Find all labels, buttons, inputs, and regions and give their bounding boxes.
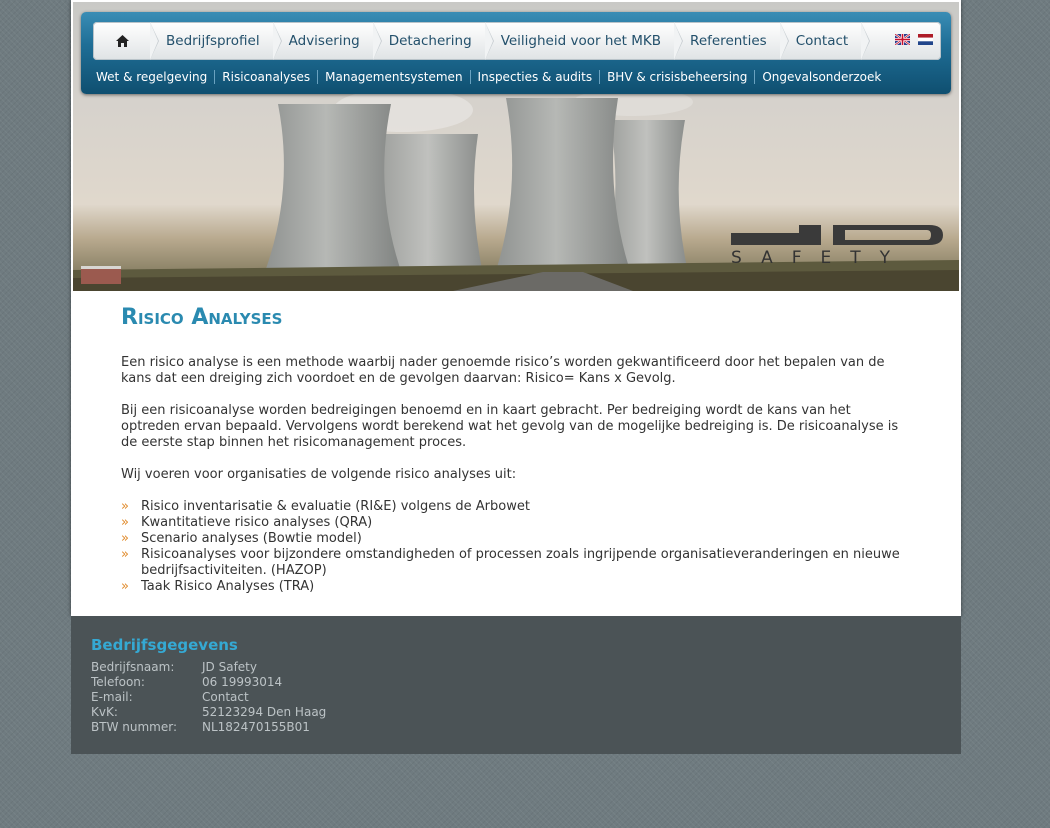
home-icon [115,34,130,48]
footer-value: NL182470155B01 [202,720,310,734]
nav-contact[interactable]: Contact [780,22,862,60]
subnav-wet-regelgeving[interactable]: Wet & regelgeving [96,70,208,84]
intro-paragraph: Een risico analyse is een methode waarbij nader genoemde risico’s worden gekwantificeerd door het bepalen van de kans dat een dreiging zich voordoet en de gevolgen daarvan: Risico= Kans x Gevolg. [121,355,885,386]
logo-graphic [729,219,949,269]
footer-label: KvK: [91,705,118,719]
header-banner [73,2,959,291]
subnav-ongevalsonderzoek[interactable]: Ongevalsonderzoek [762,70,882,84]
nav-detachering[interactable]: Detachering [373,22,485,60]
main-nav [93,22,941,60]
footer-label: E-mail: [91,690,133,704]
nav-referenties[interactable]: Referenties [674,22,780,60]
subnav-inspecties-audits[interactable]: Inspecties & audits [477,70,593,84]
list-item-text: Risico inventarisatie & evaluatie (RI&E) volgens de Arbowet [141,499,530,514]
list-item-text: Scenario analyses (Bowtie model) [141,531,362,546]
footer-value: JD Safety [202,660,257,674]
nav-veiligheid-mkb[interactable]: Veiligheid voor het MKB [485,22,674,60]
nl-flag-icon[interactable] [918,34,933,45]
sub-nav [89,68,888,86]
list-item [121,579,911,595]
footer-row-btw [91,720,310,734]
list-item-text: Risicoanalyses voor bijzondere omstandigheden of processen zoals ingrijpende organisatieveranderingen en nieuwe bedrijfsactiviteiten. (HAZOP) [141,547,900,578]
footer-row-company [91,660,257,674]
list-item [121,515,911,531]
footer-label: Bedrijfsnaam: [91,660,175,674]
footer-email-link[interactable]: Contact [202,690,249,704]
analyses-list [121,499,911,595]
list-item [121,547,911,579]
list-item [121,531,911,547]
bullet-icon: » [121,515,129,530]
nav-home[interactable] [93,22,150,60]
nav-advisering[interactable]: Advisering [273,22,373,60]
subnav-managementsystemen[interactable]: Managementsystemen [325,70,463,84]
footer-label: Telefoon: [91,675,145,689]
footer-row-email [91,690,249,704]
uk-flag-icon[interactable] [895,34,910,45]
page-container [71,0,961,616]
footer-row-kvk [91,705,326,719]
footer [71,616,961,754]
footer-title: Bedrijfsgegevens [91,636,238,654]
footer-row-phone [91,675,282,689]
list-intro-paragraph: Wij voeren voor organisaties de volgende risico analyses uit: [121,467,517,482]
nav-bedrijfsprofiel[interactable]: Bedrijfsprofiel [150,22,273,60]
subnav-risicoanalyses[interactable]: Risicoanalyses [222,70,311,84]
list-item [121,499,911,515]
page-title: Risico Analyses [121,305,283,330]
bullet-icon: » [121,547,129,562]
language-switcher [895,34,933,45]
list-item-text: Taak Risico Analyses (TRA) [141,579,315,594]
footer-value: 06 19993014 [202,675,283,689]
subnav-bhv-crisisbeheersing[interactable]: BHV & crisisbeheersing [607,70,748,84]
navigation-bar [81,12,951,94]
main-content [121,305,911,595]
logo-text: SAFETY [731,248,910,268]
jd-safety-logo [729,219,949,273]
list-item-text: Kwantitatieve risico analyses (QRA) [141,515,373,530]
bullet-icon: » [121,531,129,546]
bullet-icon: » [121,499,129,514]
footer-value: 52123294 Den Haag [202,705,327,719]
footer-label: BTW nummer: [91,720,177,734]
bullet-icon: » [121,579,129,594]
description-paragraph: Bij een risicoanalyse worden bedreigingen benoemd en in kaart gebracht. Per bedreiging wordt de kans van het optreden ervan bepaald. Vervolgens wordt berekend wat het gevolg van de mogelijke bedreiging is. De risicoanalyse is de eerste stap binnen het risicomanagement proces. [121,403,899,450]
